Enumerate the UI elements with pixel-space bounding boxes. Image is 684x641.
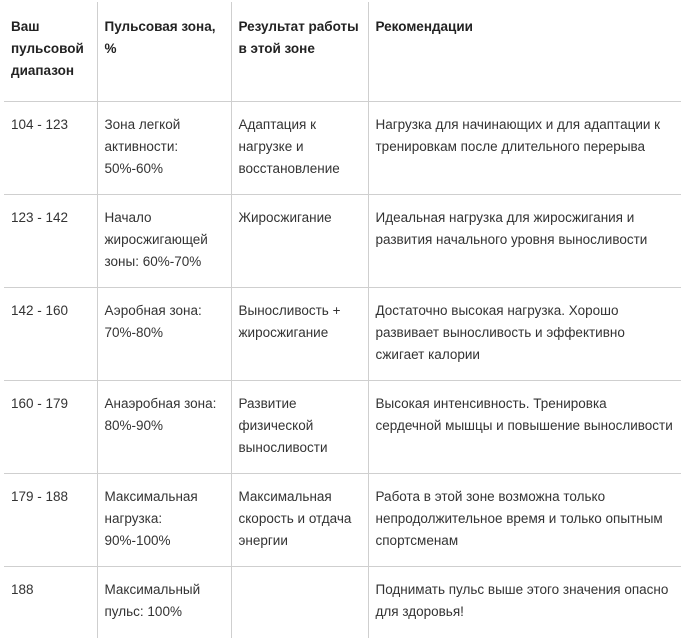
cell-zone: Начало жиросжигающей зоны: 60%-70% [97, 195, 231, 288]
cell-recommendation: Работа в этой зоне возможна только непродолжительное время и только опытным спортсменам [368, 474, 681, 567]
cell-zone: Аэробная зона: 70%-80% [97, 288, 231, 381]
header-row [4, 2, 681, 102]
cell-zone: Анаэробная зона: 80%-90% [97, 381, 231, 474]
cell-zone: Зона легкой активности: 50%-60% [97, 102, 231, 195]
cell-zone: Максимальная нагрузка: 90%-100% [97, 474, 231, 567]
table-row [4, 381, 681, 474]
cell-result: Выносливость + жиросжигание [231, 288, 368, 381]
cell-recommendation: Идеальная нагрузка для жиросжигания и развития начального уровня выносливости [368, 195, 681, 288]
cell-recommendation: Высокая интенсивность. Тренировка сердечной мышцы и повышение выносливости [368, 381, 681, 474]
cell-range: 179 - 188 [4, 474, 97, 567]
cell-range: 104 - 123 [4, 102, 97, 195]
cell-result: Максимальная скорость и отдача энергии [231, 474, 368, 567]
heart-rate-zones-table [4, 2, 681, 638]
header-pulse-range: Ваш пульсовой диапазон [4, 2, 97, 102]
cell-result: Жиросжигание [231, 195, 368, 288]
cell-recommendation: Поднимать пульс выше этого значения опасно для здоровья! [368, 567, 681, 638]
cell-range: 160 - 179 [4, 381, 97, 474]
table-header [4, 2, 681, 102]
cell-range: 142 - 160 [4, 288, 97, 381]
cell-recommendation: Достаточно высокая нагрузка. Хорошо развивает выносливость и эффективно сжигает калории [368, 288, 681, 381]
table-row [4, 102, 681, 195]
cell-zone: Максимальный пульс: 100% [97, 567, 231, 638]
table-row [4, 474, 681, 567]
cell-result: Адаптация к нагрузке и восстановление [231, 102, 368, 195]
table-row [4, 567, 681, 638]
cell-result: Развитие физической выносливости [231, 381, 368, 474]
table-row [4, 288, 681, 381]
table-row [4, 195, 681, 288]
cell-result [231, 567, 368, 638]
cell-recommendation: Нагрузка для начинающих и для адаптации к тренировкам после длительного перерыва [368, 102, 681, 195]
table-body [4, 102, 681, 638]
header-recommendations: Рекомендации [368, 2, 681, 102]
header-pulse-zone: Пульсовая зона, % [97, 2, 231, 102]
cell-range: 188 [11, 582, 34, 597]
header-zone-result: Результат работы в этой зоне [231, 2, 368, 102]
cell-range: 123 - 142 [4, 195, 97, 288]
